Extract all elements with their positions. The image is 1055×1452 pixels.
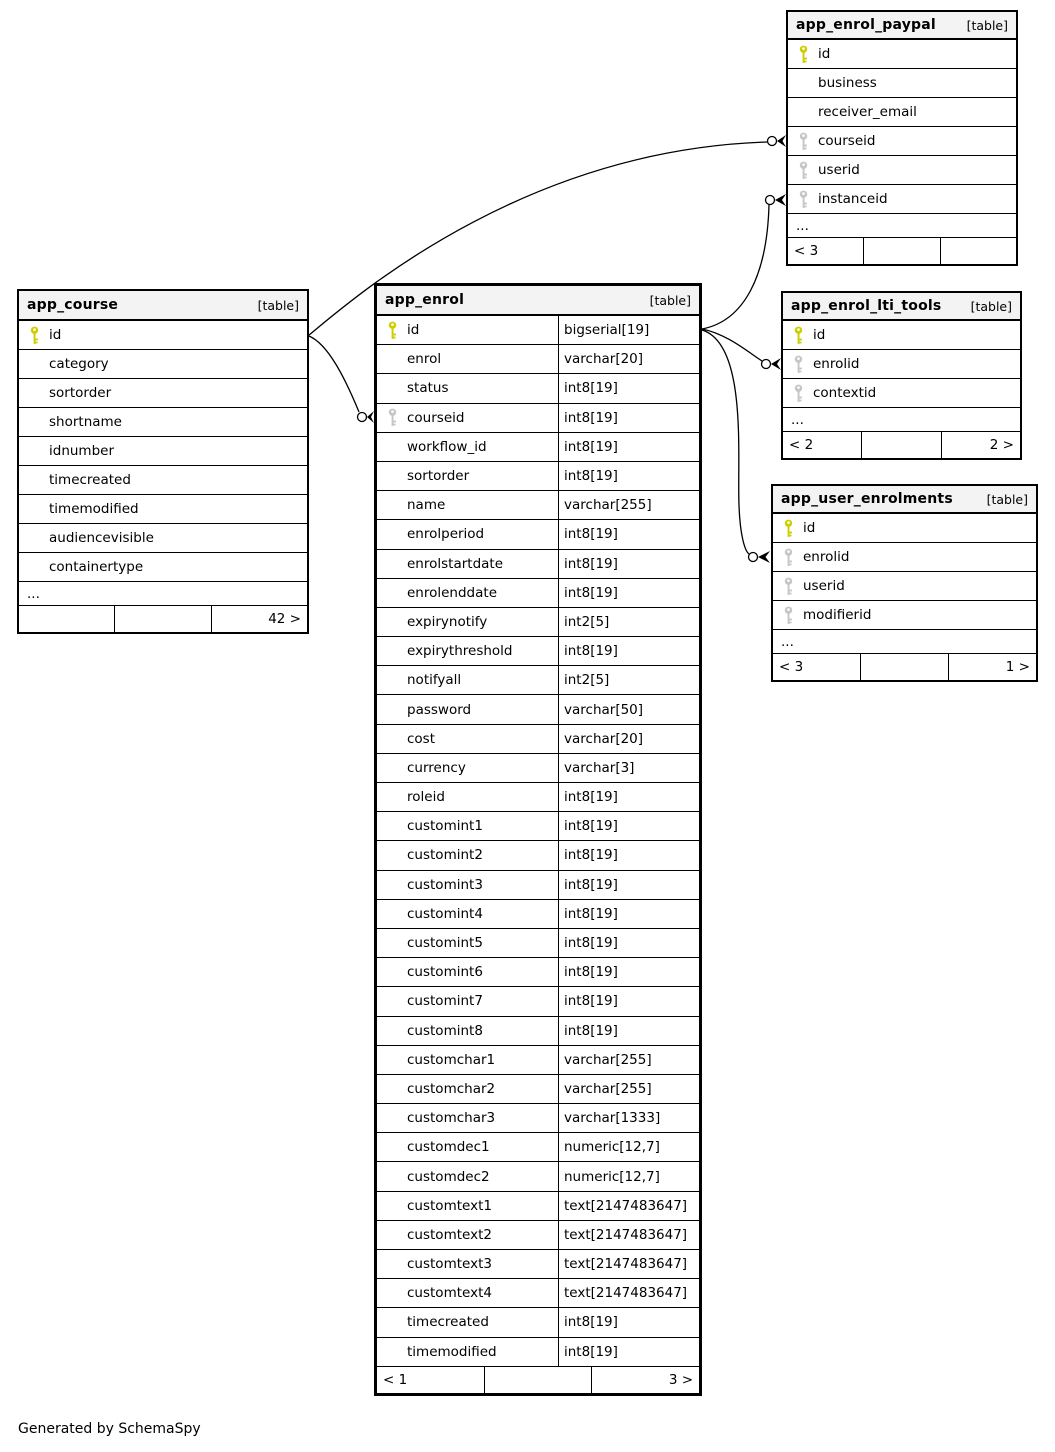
table-header-app_enrol_paypal[interactable] [788,12,1016,40]
column-name: roleid [407,789,445,806]
column-row-idnumber [19,437,307,466]
column-type: text[2147483647] [558,1221,699,1249]
column-name: expirynotify [407,613,488,630]
column-type: int8[19] [558,550,699,578]
column-row-timemodified [19,495,307,524]
crow-foot-arrow-icon [367,411,374,423]
column-name: enrolid [813,356,860,372]
column-name: receiver_email [818,104,917,120]
footer-cell [485,1367,593,1393]
more-columns-ellipsis: ... [773,630,1036,654]
table-tag: [table] [257,297,299,313]
column-row-userid [773,572,1036,601]
column-row-id [783,321,1020,350]
column-type: varchar[255] [558,1075,699,1103]
column-row-enrolid [783,350,1020,379]
column-name: customint2 [407,847,483,864]
column-name: category [49,356,109,372]
more-columns-ellipsis: ... [783,408,1020,432]
footer-cell: < 3 [773,654,861,680]
column-name: enrolenddate [407,584,497,601]
column-row-customint8 [377,1017,699,1046]
column-name: containertype [49,559,144,575]
column-type: int8[19] [558,958,699,986]
column-type: varchar[1333] [558,1104,699,1132]
table-app_course [17,289,309,634]
primary-key-icon [796,45,811,64]
table-app_enrol [374,283,702,1396]
footer-cell: 1 > [1005,659,1030,675]
footer-cell [864,238,940,264]
column-name: modifierid [803,607,872,623]
column-name: name [407,497,446,514]
foreign-key-icon [781,577,796,596]
column-type: int8[19] [558,637,699,665]
footer-cell [862,432,941,458]
column-type: varchar[20] [558,725,699,753]
column-row-cost [377,725,699,754]
column-name: timemodified [407,1343,497,1360]
table-footer [377,1367,699,1393]
column-row-timecreated [377,1308,699,1337]
table-footer [788,238,1016,264]
crow-foot-arrow-icon [775,194,786,206]
column-type: int8[19] [558,871,699,899]
foreign-key-icon [791,384,806,403]
column-row-customint2 [377,841,699,870]
column-name: sortorder [407,468,470,485]
column-name: contextid [813,385,877,401]
column-name: customint6 [407,964,483,981]
relationship-app_enrol-courseid-app_course-id [309,336,374,423]
relationship-app_enrol_lti_tools-enrolid-app_enrol-id [702,329,781,370]
foreign-key-icon [796,132,811,151]
zero-or-many-circle [762,360,771,369]
column-name: id [407,322,420,339]
column-name: shortname [49,414,122,430]
column-row-expirythreshold [377,637,699,666]
relationship-app_enrol_paypal-instanceid-app_enrol-id [702,194,786,329]
column-row-id [377,316,699,345]
column-row-instanceid [788,185,1016,214]
column-name: password [407,701,472,718]
column-name: customtext2 [407,1226,492,1243]
column-name: id [818,46,831,62]
table-footer [773,654,1036,680]
column-name: timecreated [407,1314,489,1331]
column-row-name [377,491,699,520]
column-type: int8[19] [558,987,699,1015]
column-name: customchar1 [407,1051,496,1068]
column-type: int8[19] [558,900,699,928]
column-name: customdec1 [407,1139,490,1156]
column-type: varchar[255] [558,1046,699,1074]
column-name: customchar2 [407,1080,496,1097]
zero-or-many-circle [749,553,758,562]
column-name: customtext1 [407,1197,492,1214]
column-row-shortname [19,408,307,437]
more-columns-ellipsis: ... [788,214,1016,238]
column-type: varchar[20] [558,345,699,373]
column-type: int8[19] [558,841,699,869]
column-name: status [407,380,449,397]
column-name: courseid [818,133,876,149]
column-row-enrolenddate [377,579,699,608]
column-type: int8[19] [558,404,699,432]
generated-by-note: Generated by SchemaSpy [18,1421,201,1437]
column-type: numeric[12,7] [558,1133,699,1161]
column-row-timecreated [19,466,307,495]
table-header-app_enrol[interactable] [377,286,699,316]
column-name: timemodified [49,501,139,517]
column-row-contextid [783,379,1020,408]
column-type: int8[19] [558,1338,699,1366]
column-name: customint4 [407,905,483,922]
column-name: enrolperiod [407,526,485,543]
zero-or-many-circle [358,413,367,422]
column-name: instanceid [818,191,888,207]
column-row-sortorder [377,462,699,491]
column-type: varchar[3] [558,754,699,782]
foreign-key-icon [791,355,806,374]
column-type: int2[5] [558,666,699,694]
column-row-password [377,695,699,724]
column-row-notifyall [377,666,699,695]
table-app_enrol_lti_tools [781,291,1022,460]
column-row-modifierid [773,601,1036,630]
column-type: int8[19] [558,929,699,957]
column-name: customint8 [407,1022,483,1039]
column-name: business [818,75,877,91]
column-name: customint5 [407,935,483,952]
column-name: userid [803,578,845,594]
column-row-id [19,321,307,350]
more-columns-ellipsis: ... [19,582,307,606]
relationship-app_user_enrolments-enrolid-app_enrol-id [702,330,770,563]
column-name: customtext3 [407,1256,492,1273]
column-row-enrolstartdate [377,550,699,579]
column-type: int8[19] [558,1017,699,1045]
primary-key-icon [791,326,806,345]
column-row-userid [788,156,1016,185]
column-row-courseid [788,127,1016,156]
footer-cell [941,238,1016,264]
table-tag: [table] [986,491,1028,507]
column-row-customint1 [377,812,699,841]
column-row-customtext3 [377,1250,699,1279]
column-name: workflow_id [407,438,487,455]
footer-cell: < 1 [377,1367,485,1393]
footer-cell [861,654,949,680]
column-row-customint6 [377,958,699,987]
column-row-id [788,40,1016,69]
table-name: app_course [27,297,119,313]
table-footer [783,432,1020,458]
column-name: id [49,327,62,343]
foreign-key-icon [385,408,400,427]
foreign-key-icon [781,606,796,625]
column-name: notifyall [407,672,462,689]
column-name: timecreated [49,472,131,488]
column-row-customint4 [377,900,699,929]
column-row-category [19,350,307,379]
relationship-line [309,336,359,412]
column-name: userid [818,162,860,178]
column-type: varchar[50] [558,695,699,723]
column-type: text[2147483647] [558,1192,699,1220]
table-header-app_course[interactable] [19,291,307,321]
column-row-customint3 [377,871,699,900]
table-header-app_enrol_lti_tools[interactable] [783,293,1020,321]
column-type: int8[19] [558,433,699,461]
column-type: int8[19] [558,520,699,548]
column-name: customint7 [407,993,483,1010]
column-row-enrolid [773,543,1036,572]
table-header-app_user_enrolments[interactable] [773,486,1036,514]
column-row-roleid [377,783,699,812]
column-row-customchar2 [377,1075,699,1104]
column-type: text[2147483647] [558,1279,699,1307]
column-type: text[2147483647] [558,1250,699,1278]
column-row-containertype [19,553,307,582]
column-row-business [788,69,1016,98]
foreign-key-icon [796,190,811,209]
table-app_enrol_paypal [786,10,1018,266]
primary-key-icon [781,519,796,538]
column-row-customdec1 [377,1133,699,1162]
column-row-audiencevisible [19,524,307,553]
table-name: app_enrol [385,292,465,308]
column-name: customchar3 [407,1110,496,1127]
column-row-customchar3 [377,1104,699,1133]
column-type: int8[19] [558,1308,699,1336]
column-name: currency [407,759,466,776]
table-app_user_enrolments [771,484,1038,682]
footer-cell: < 2 [783,432,862,458]
table-footer [19,606,307,632]
relationship-line [702,205,769,329]
column-row-customint7 [377,987,699,1016]
footer-cell: < 3 [788,238,864,264]
column-type: int8[19] [558,783,699,811]
primary-key-icon [385,321,400,340]
column-row-customtext2 [377,1221,699,1250]
column-row-customtext1 [377,1192,699,1221]
column-name: expirythreshold [407,643,513,660]
column-row-customdec2 [377,1162,699,1191]
footer-cell [115,606,211,632]
table-tag: [table] [649,292,691,308]
column-row-sortorder [19,379,307,408]
crow-foot-arrow-icon [771,358,781,370]
foreign-key-icon [781,548,796,567]
footer-cell: 3 > [668,1371,694,1388]
column-row-timemodified [377,1338,699,1367]
column-row-id [773,514,1036,543]
table-name: app_enrol_lti_tools [791,298,942,314]
column-row-enrol [377,345,699,374]
column-row-customtext4 [377,1279,699,1308]
crow-foot-arrow-icon [758,551,770,563]
column-row-courseid [377,404,699,433]
table-tag: [table] [966,17,1008,33]
column-type: numeric[12,7] [558,1162,699,1190]
column-type: int8[19] [558,462,699,490]
column-name: id [803,520,816,536]
column-name: enrolstartdate [407,555,504,572]
column-row-receiver_email [788,98,1016,127]
column-name: cost [407,730,436,747]
column-row-expirynotify [377,608,699,637]
column-name: audiencevisible [49,530,154,546]
column-row-status [377,374,699,403]
footer-cell: 42 > [268,611,301,627]
foreign-key-icon [796,161,811,180]
column-row-currency [377,754,699,783]
column-type: int8[19] [558,812,699,840]
column-type: varchar[255] [558,491,699,519]
crow-foot-arrow-icon [777,135,786,147]
column-row-enrolperiod [377,520,699,549]
relationship-line [702,330,749,554]
column-name: courseid [407,409,465,426]
column-type: int8[19] [558,374,699,402]
column-name: enrolid [803,549,850,565]
primary-key-icon [27,326,42,345]
column-type: bigserial[19] [558,316,699,344]
column-name: enrol [407,351,442,368]
table-name: app_user_enrolments [781,491,953,507]
column-name: customint3 [407,876,483,893]
footer-cell [19,606,115,632]
column-row-customint5 [377,929,699,958]
zero-or-many-circle [766,196,775,205]
column-name: customdec2 [407,1168,490,1185]
column-row-workflow_id [377,433,699,462]
column-name: idnumber [49,443,115,459]
column-type: int2[5] [558,608,699,636]
column-row-customchar1 [377,1046,699,1075]
footer-cell: 2 > [989,437,1014,453]
table-name: app_enrol_paypal [796,17,936,33]
column-type: int8[19] [558,579,699,607]
column-name: id [813,327,826,343]
column-name: sortorder [49,385,112,401]
column-name: customtext4 [407,1285,492,1302]
column-name: customint1 [407,818,483,835]
zero-or-many-circle [768,137,777,146]
table-tag: [table] [970,298,1012,314]
